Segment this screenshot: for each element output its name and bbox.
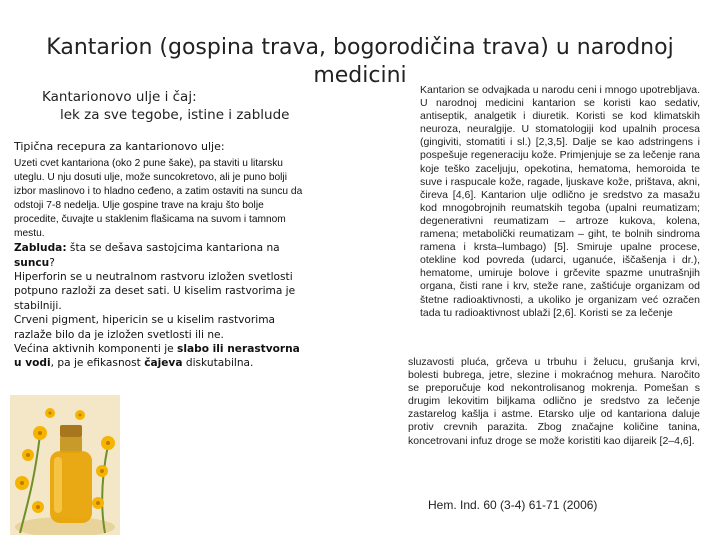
left-column bbox=[14, 140, 304, 371]
bottle-neck bbox=[60, 435, 82, 453]
myth-end: ? bbox=[49, 256, 55, 269]
bottle-cork bbox=[60, 425, 82, 437]
solubility-bold-2: čajeva bbox=[144, 357, 183, 370]
solubility-paragraph bbox=[14, 342, 304, 371]
subtitle-line-2: lek za sve tegobe, istine i zablude bbox=[60, 107, 290, 123]
myth-question bbox=[14, 241, 304, 270]
recipe-title: Tipična recepura za kantarionovo ulje: bbox=[14, 140, 225, 153]
myth-label: Zabluda: bbox=[14, 242, 67, 255]
article-paragraph-top: Kantarion se odvajkada u narodu ceni i mnogo upotrebljava. U narodnoj medicini kantarion se koristi kao sedativ, antiseptik, analgetik i diuretik. Koristi se kod klimatskih neuroza, neuralgije. U stomatologiji kod upalnih procesa (gingiviti, stomatiti i sl.) [2,3,5]. Dalje se kao adstringens i pospešuje regeneraciju kože. Primjenjuje se za lečenje rana koje teško zaceljuju, opekotina, hematoma, hemoroida te suve i raspucale kože, ragade, ljuskave kože, prištava, akni, čireva [4,6]. Kantarion ulje odlično je sredstvo za masažu kod mnogobrojnih reumatskih tegoba (upalni reumatizam; degenerativni reumatizam – artroze kukova, kolena, ramena; metabolički reumatizam – giht, te bolnih sindroma ramena i krsta–lumbago) [5]. Smiruje upalne procese, otekline kod povreda (udarci, uganuće, iščašenja i dr.), hematome, umiruje bolove i grčevite spazme unutrašnjih organa, čisti rane i krv, steže rane, zaštićuje organizam od štetne radioaktivnosti, a ukoliko je organizam već ozračen tada tu radioaktivnost ublaži [2,6]. Koristi se za lečenje bbox=[420, 84, 700, 319]
bottle-highlight bbox=[54, 457, 62, 513]
myth-sun: suncu bbox=[14, 256, 50, 269]
subtitle bbox=[42, 88, 372, 124]
subtitle-line-1: Kantarionovo ulje i čaj: bbox=[42, 89, 197, 105]
solubility-bold-1: slabo ili nerastvorna u vodi bbox=[14, 343, 300, 370]
article-paragraph-bottom: sluzavosti pluća, grčeva u trbuhu i želucu, grušanja krvi, bolesti bubrega, jetre, slezine i mokraćnog mehura. Naročito se preporučuje kod nekontrolisanog mokrenja. Pomešan s drugim lekovitim biljkama odlično je sredstvo za lečenje zastarelog kašlja i astme. Etarsko ulje od kantariona daluje protiv crevnih parazita. Zbog značajne količine tanina, koncetrovani infuz droge se može koristiti kao dijareik [2–4,6]. bbox=[408, 356, 700, 447]
hyperforin-paragraph: Hiperforin se u neutralnom rastvoru izložen svetlosti potpuno razloži za deset sati. U kiselim rastvorima je stabilniji. bbox=[14, 271, 296, 312]
herbal-oil-bottle-photo bbox=[10, 395, 120, 535]
hypericin-paragraph: Crveni pigment, hipericin se u kiselim rastvorima razlaže bilo da je izložen svetlosti ili ne. bbox=[14, 314, 276, 341]
citation: Hem. Ind. 60 (3-4) 61-71 (2006) bbox=[428, 498, 598, 512]
myth-text: šta se dešava sastojcima kantariona na bbox=[66, 242, 280, 255]
solubility-end: diskutabilna. bbox=[182, 357, 254, 370]
solubility-start: Većina aktivnih komponenti je bbox=[14, 343, 178, 356]
recipe-text: Uzeti cvet kantariona (oko 2 pune šake), pa staviti u litarsku uteglu. U nju dosuti ulje, može suncokretovo, ali je puno bolji izbor maslinovo i to hladno ceđeno, a zatim ostaviti na suncu da odstoji 7-8 nedelja. Ulje gospine trave na kraju što bolje procedite, čuvajte u staklenim flašicama na suvom i tamnom mestu. bbox=[14, 158, 303, 240]
solubility-mid: , pa je efikasnost bbox=[50, 357, 145, 370]
right-column bbox=[398, 84, 700, 447]
page-title: Kantarion (gospina trava, bogorodičina trava) u narodnoj medicini bbox=[46, 35, 674, 88]
